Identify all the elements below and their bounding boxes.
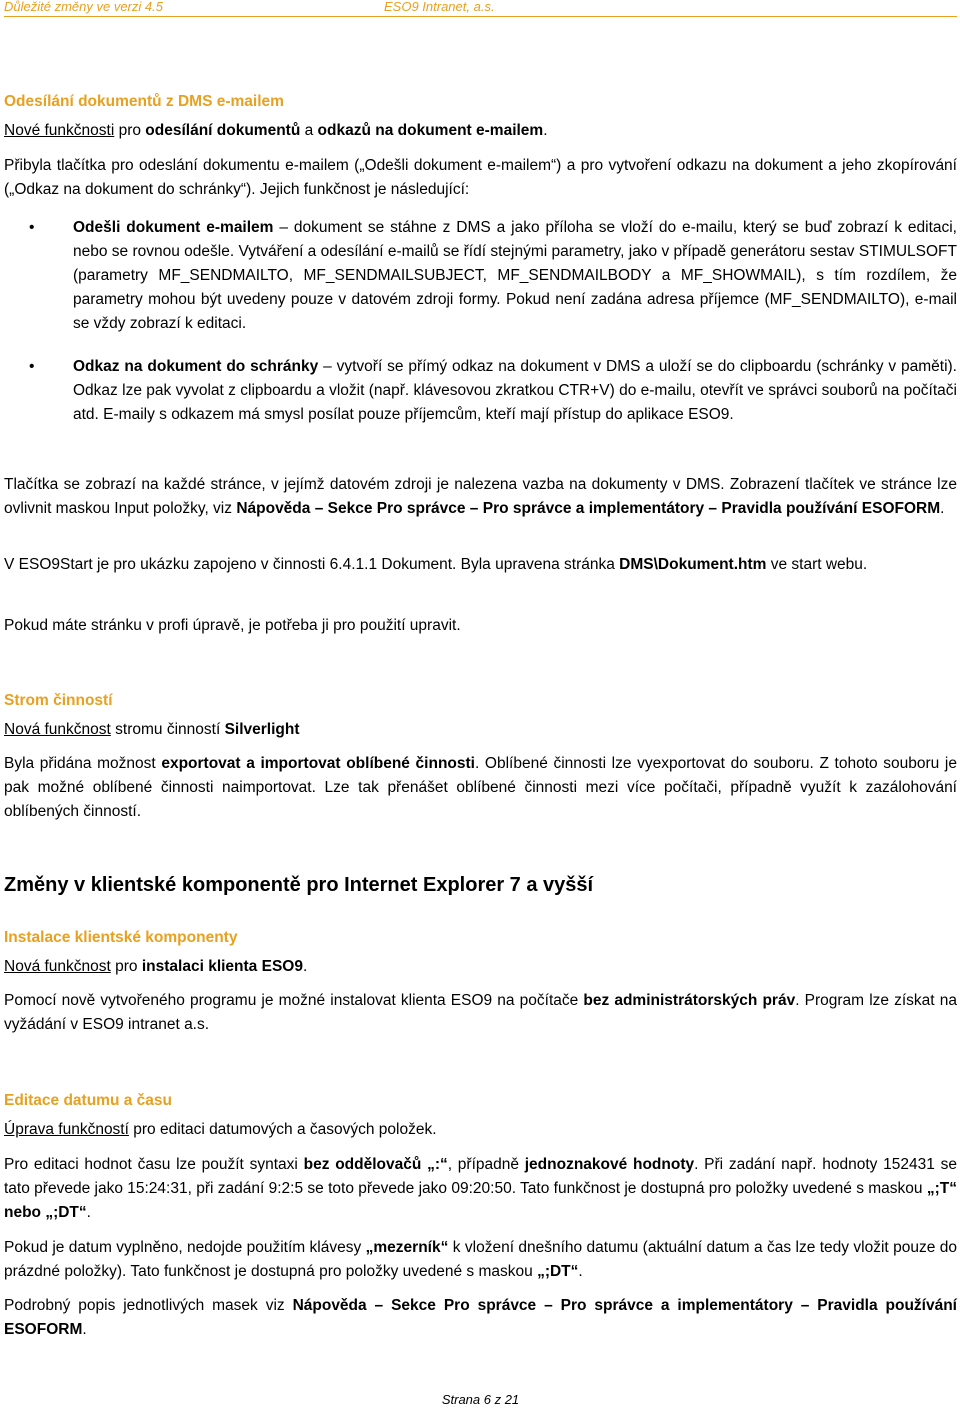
section-lead-dms: Nové funkčnosti pro odesílání dokumentů a odkazů na dokument e-mailem.: [4, 122, 548, 139]
section-title-dms: Odesílání dokumentů z DMS e-mailem: [4, 93, 284, 110]
paragraph: Pro editaci hodnot času lze použít syntaxi bez oddělovačů „:“, případně jednoznakové hodnoty. Při zadání např. hodnoty 152431 se tato převede jako 15:24:31, při zadání 9:2:5 se toto převede jako 09:20:50. Tato funkčnost je dostupná pro položky uvedené s maskou „;T“ nebo „;DT“.: [4, 1156, 957, 1221]
paragraph: Přibyla tlačítka pro odeslání dokumentu e-mailem („Odešli dokument e-mailem“) a pro vytvoření odkazu na dokument a jeho zkopírování („Odkaz na dokument do schránky“). Jejich funkčnost je následující:: [4, 157, 957, 198]
header-center: ESO9 Intranet, a.s.: [384, 0, 495, 14]
feature-list: [4, 355, 957, 427]
feature-list: [4, 216, 957, 336]
section-title-datetime: Editace datumu a času: [4, 1092, 172, 1109]
section-title-tree: Strom činností: [4, 692, 113, 709]
page-heading: Změny v klientské komponentě pro Internet Explorer 7 a vyšší: [4, 874, 594, 896]
paragraph: Pomocí nově vytvořeného programu je možné instalovat klienta ESO9 na počítače bez administrátorských práv. Program lze získat na vyžádání v ESO9 intranet a.s.: [4, 992, 957, 1033]
header-divider: [4, 16, 957, 17]
section-lead-tree: Nová funkčnost stromu činností Silverlight: [4, 721, 300, 738]
paragraph: Pokud máte stránku v profi úpravě, je potřeba ji pro použití upravit.: [4, 617, 461, 634]
section-lead-datetime: Úprava funkčností pro editaci datumových a časových položek.: [4, 1121, 437, 1138]
list-item: • Odešli dokument e-mailem – dokument se stáhne z DMS a jako příloha se vloží do e-mailu, který se buď zobrazí k editaci, nebo se rovnou odešle. Vytváření a odesílání e-mailů se řídí stejnými parametry, jako v případě generátoru sestav STIMULSOFT (parametry MF_SENDMAILTO, MF_SENDMAILSUBJECT, MF_SENDMAILBODY a MF_SHOWMAIL), s tím rozdílem, že parametry mohou být uvedeny pouze v datovém zdroji formy. Pokud není zadána adresa příjemce (MF_SENDMAILTO), e-mail se vždy zobrazí k editaci.: [4, 216, 957, 336]
page-number: Strana 6 z 21: [441, 1392, 520, 1407]
paragraph: V ESO9Start je pro ukázku zapojeno v činnosti 6.4.1.1 Dokument. Byla upravena stránka DMS\Dokument.htm ve start webu.: [4, 556, 868, 573]
header-left: Důležité změny ve verzi 4.5: [4, 0, 163, 14]
paragraph: Byla přidána možnost exportovat a importovat oblíbené činnosti. Oblíbené činnosti lze vyexportovat do souboru. Z tohoto souboru je pak možné oblíbené činnosti naimportovat. Lze tak přenášet oblíbené činnosti mezi více počítači, případně využít k zazálohování oblíbených činností.: [4, 755, 957, 820]
bullet-icon: •: [29, 358, 35, 375]
page-header: [4, 0, 957, 14]
paragraph: Pokud je datum vyplněno, nedojde použitím klávesy „mezerník“ k vložení dnešního datumu (aktuální datum a čas lze tedy vložit pouze do prázdné položky). Tato funkčnost je dostupná pro položky uvedené s maskou „;DT“.: [4, 1239, 957, 1280]
section-title-install: Instalace klientské komponenty: [4, 929, 238, 946]
paragraph: Podrobný popis jednotlivých masek viz Nápověda – Sekce Pro správce – Pro správce a implementátory – Pravidla používání ESOFORM.: [4, 1297, 957, 1338]
section-lead-install: Nová funkčnost pro instalaci klienta ESO9.: [4, 958, 308, 975]
bullet-icon: •: [29, 219, 35, 236]
list-item: • Odkaz na dokument do schránky – vytvoří se přímý odkaz na dokument v DMS a uloží se do clipboardu (schránky v paměti). Odkaz lze pak vyvolat z clipboardu a vložit (např. klávesovou zkratkou CTR+V) do e-mailu, otevřít ve správci souborů na počítači atd. E-maily s odkazem má smysl posílat pouze příjemcům, kteří mají přístup do aplikace ESO9.: [4, 355, 957, 427]
paragraph: Tlačítka se zobrazí na každé stránce, v jejímž datovém zdroji je nalezena vazba na dokumenty v DMS. Zobrazení tlačítek ve stránce lze ovlivnit maskou Input položky, viz Nápověda – Sekce Pro správce – Pro správce a implementátory – Pravidla používání ESOFORM.: [4, 476, 957, 517]
